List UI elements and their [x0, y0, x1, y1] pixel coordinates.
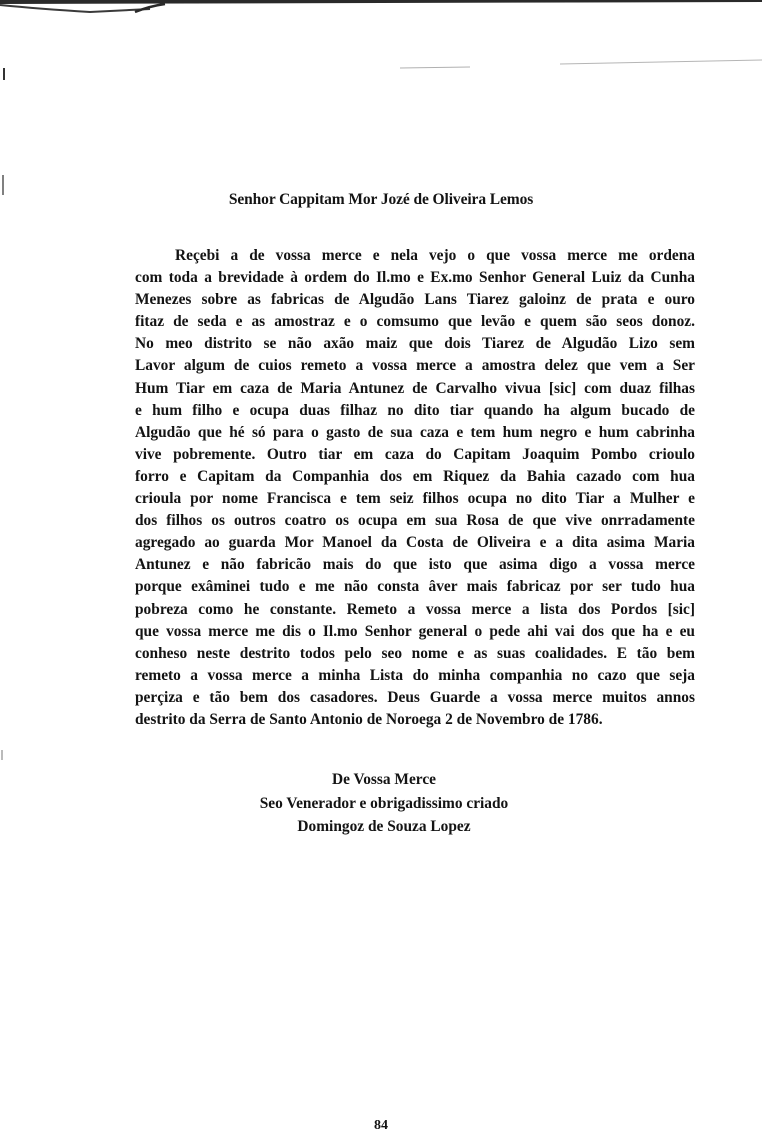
- closing-line: De Vossa Merce: [331, 771, 436, 788]
- body-line: vive pobremente. Outro tiar em caza do Capitam Joaquim Pombo crioulo: [135, 445, 695, 463]
- body-line: agregado ao guarda Mor Manoel da Costa de Oliveira e a dita asima Maria: [135, 534, 695, 552]
- scan-edge-artifact-left: [0, 60, 8, 760]
- body-line: Lavor algum de cuios remeto a vossa merce a amostra delez que vem a Ser: [135, 357, 695, 375]
- signature-name: Domingoz de Souza Lopez: [297, 818, 471, 835]
- body-line-dateline: destrito da Serra de Santo Antonio de Noroega 2 de Novembro de 1786.: [135, 710, 603, 728]
- body-line: com toda a brevidade à ordem do Il.mo e Ex.mo Senhor General Luiz da Cunha: [135, 269, 695, 287]
- body-line: fitaz de seda e as amostraz e o comsumo que levão e quem são seos donoz.: [135, 313, 695, 331]
- body-line: dos filhos os outros coatro os ocupa em sua Rosa de que vive onrradamente: [135, 512, 695, 530]
- body-line: Menezes sobre as fabricas de Algudão Lans Tiarez galoinz de prata e ouro: [135, 291, 695, 309]
- body-line: No meo distrito se não axão maiz que dois Tiarez de Algudão Lizo sem: [135, 335, 695, 353]
- body-line: forro e Capitam da Companhia dos em Riquez da Bahia cazado com hua: [135, 467, 695, 485]
- body-line: Algudão que hé só para o gasto de sua caza e tem hum negro e hum cabrinha: [135, 423, 695, 441]
- body-line: porque exâminei tudo e me não consta âver mais fabricaz por ser tudo hua: [135, 578, 695, 596]
- letter-salutation: Senhor Cappitam Mor Jozé de Oliveira Lemos: [228, 191, 534, 208]
- closing-line: Seo Venerador e obrigadissimo criado: [259, 794, 509, 812]
- body-line: Reçebi a de vossa merce e nela vejo o que vossa merce me ordena: [175, 247, 695, 264]
- page-number: 84: [374, 1118, 388, 1133]
- body-line: pobreza como he constante. Remeto a vossa merce a lista dos Pordos [sic]: [135, 600, 695, 618]
- body-line: que vossa merce me dis o Il.mo Senhor general o pede ahi vai dos que ha e eu: [135, 622, 695, 640]
- body-line: Antunez e não fabricão mais do que isto que asima digo a vossa merce: [135, 556, 695, 574]
- body-line: conheso neste destrito todos pelo seo nome e as suas coalidades. E tão bem: [135, 644, 695, 662]
- letter-body: [135, 245, 695, 731]
- body-line: perçiza e tão bem dos casadores. Deus Guarde a vossa merce muitos annos: [135, 688, 695, 706]
- letter-closing: [0, 768, 762, 839]
- scan-edge-artifact-top: [0, 0, 762, 70]
- body-line: Hum Tiar em caza de Maria Antunez de Carvalho vivua [sic] com duaz filhas: [135, 379, 695, 397]
- body-line: remeto a vossa merce a minha Lista do minha companhia no cazo que seja: [135, 666, 695, 684]
- body-line: e hum filho e ocupa duas filhaz no dito tiar quando ha algum bucado de: [135, 401, 695, 419]
- body-line: crioula por nome Francisca e tem seiz filhos ocupa no dito Tiar a Mulher e: [135, 490, 695, 508]
